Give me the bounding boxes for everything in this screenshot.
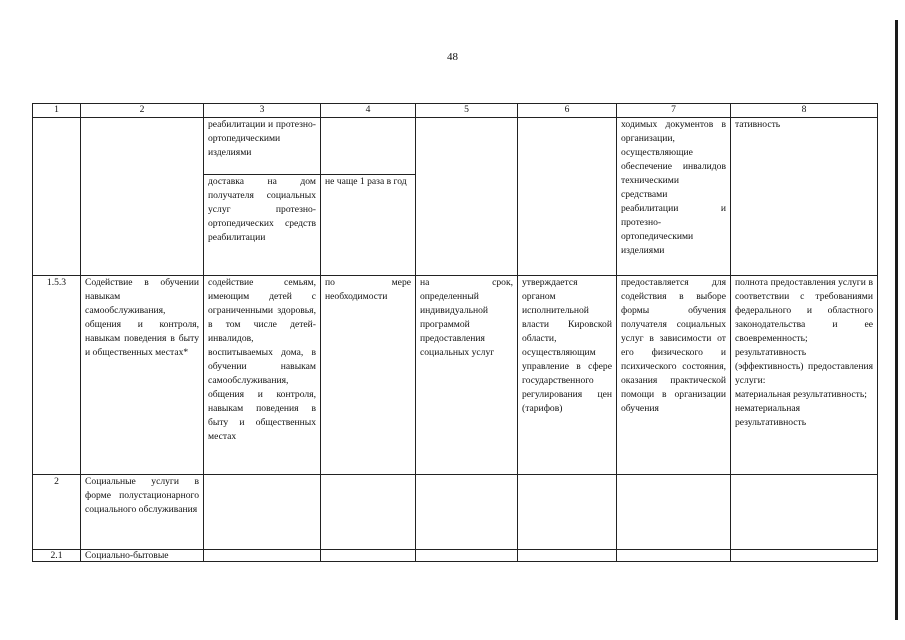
table-cell [416,118,518,276]
header-row [33,104,878,118]
table-cell: Социально-бытовые [81,550,204,562]
table-cell: по мере необходимости [321,276,416,475]
header-cell: 1 [33,104,81,118]
header-cell: 2 [81,104,204,118]
cell-line: материальная результативность; [735,389,867,400]
table-cell [518,118,617,276]
table-cell: утверждается органом исполнительной власти Кировской области, осуществляющим управление в сфере государственного регулирования цен (тарифов) [518,276,617,475]
cell-line: полнота предоставления услуги в соответствии с требованиями федерального и областного законодательства и ее своевременность; [735,277,873,344]
table-cell [33,118,81,276]
cell-part-empty [321,118,415,175]
services-table [32,103,878,562]
scan-edge-bar [895,20,898,620]
table-row [33,118,878,276]
header-cell: 3 [204,104,321,118]
header-cell: 4 [321,104,416,118]
table-cell: Содействие в обучении навыкам самообслуживания, общения и контроля, навыкам поведения в быту и общественных местах* [81,276,204,475]
table-cell [321,550,416,562]
table-cell [321,118,416,276]
cell-part: доставка на дом получателя социальных услуг протезно-ортопедических средств реабилитации [208,176,316,243]
table-cell [204,475,321,550]
cell-line: нематериальная результативность [735,403,807,428]
table-cell [617,550,731,562]
row-number: 2.1 [33,550,81,562]
table-cell: Социальные услуги в форме полустационарного социального обслуживания [81,475,204,550]
table-row [33,475,878,550]
table-cell [731,276,878,475]
cell-part: не чаще 1 раза в год [325,176,407,187]
table-cell [731,475,878,550]
page-number: 48 [447,51,458,63]
header-cell: 5 [416,104,518,118]
table-cell: ходимых документов в организации, осуществляющие обеспечение инвалидов техническими средствами реабилитации и протезно-ортопедическими изделиями [617,118,731,276]
table-cell [416,475,518,550]
table-cell: предоставляется для содействия в выборе формы обучения получателя социальных услуг в зависимости от его физического и психического состояния, оказания практической помощи в организации обучения [617,276,731,475]
table-row [33,276,878,475]
row-number: 1.5.3 [33,276,81,475]
table-cell [321,475,416,550]
table-cell [518,550,617,562]
header-cell: 6 [518,104,617,118]
table-cell [617,475,731,550]
table-cell: содействие семьям, имеющим детей с ограниченными здоровья, в том числе детей-инвалидов, воспитываемых дома, в обучении навыкам самообслуживания, общения и контроля, навыкам поведения в быту и общественных местах [204,276,321,475]
row-number: 2 [33,475,81,550]
table-cell [731,550,878,562]
table-cell [81,118,204,276]
table-cell: на срок, определенный индивидуальной программой предоставления социальных услуг [416,276,518,475]
cell-line: результативность (эффективность) предоставления услуги: [735,347,873,386]
table-cell [204,118,321,276]
cell-part: реабилитации и протезно-ортопедическими изделиями [204,118,320,175]
table-cell [416,550,518,562]
header-cell: 8 [731,104,878,118]
table-row [33,550,878,562]
table-cell [518,475,617,550]
table-cell: тативность [731,118,878,276]
header-cell: 7 [617,104,731,118]
table-cell [204,550,321,562]
